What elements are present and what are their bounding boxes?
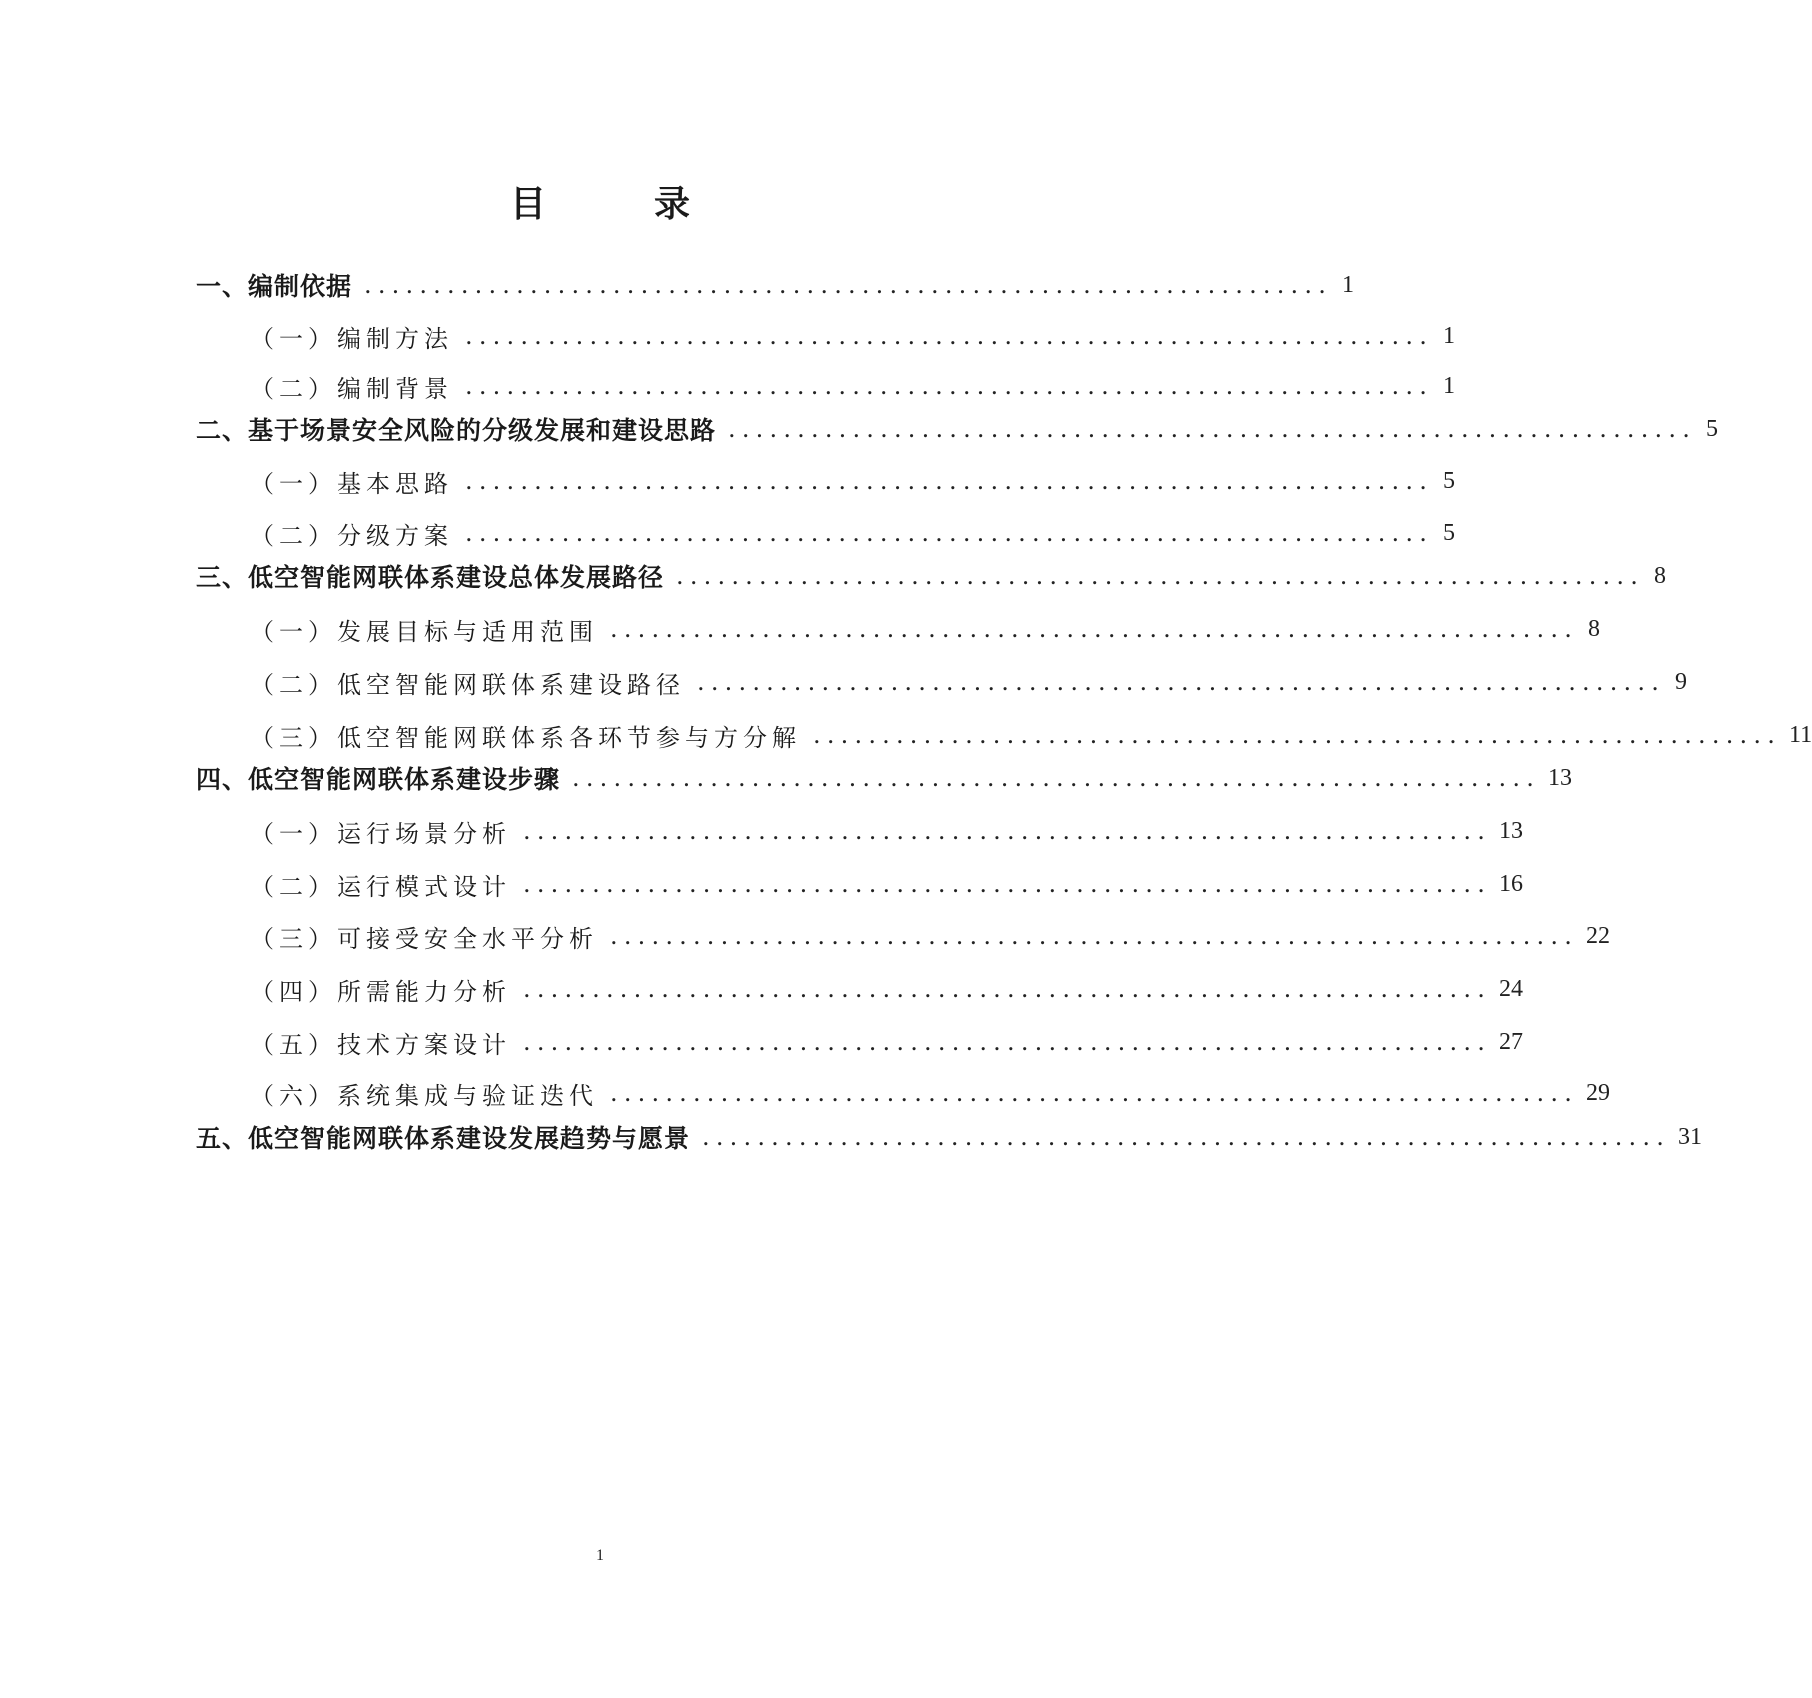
toc-entry-label: 一、编制依据 — [196, 272, 353, 301]
toc-entry-page: 31 — [1678, 1123, 1703, 1150]
toc-entry[interactable] — [196, 556, 1667, 596]
toc-entry-page: 5 — [1443, 467, 1456, 494]
toc-entry-page: 16 — [1499, 870, 1524, 897]
toc-entry-label: （一）发展目标与适用范围 — [250, 617, 598, 646]
toc-entry-label: （四）所需能力分析 — [250, 977, 511, 1006]
toc-title: 目 录 — [509, 184, 726, 225]
toc-leader-dots: ...................................................................... — [523, 975, 1492, 1003]
toc-leader-dots: ...................................................................... — [813, 721, 1782, 749]
toc-entry[interactable] — [196, 1073, 1611, 1113]
toc-entry[interactable] — [196, 265, 1355, 305]
toc-leader-dots: ...................................................................... — [523, 1028, 1492, 1056]
toc-leader-dots: ...................................................................... — [702, 1123, 1671, 1151]
toc-entry[interactable] — [196, 1022, 1524, 1062]
toc-leader-dots: ...................................................................... — [610, 922, 1579, 950]
toc-leader-dots: ...................................................................... — [523, 870, 1492, 898]
toc-leader-dots: ...................................................................... — [610, 1079, 1579, 1107]
toc-entry[interactable] — [196, 609, 1601, 649]
toc-entry-page: 1 — [1443, 322, 1456, 349]
toc-entry-label: （二）分级方案 — [250, 521, 453, 550]
toc-entry[interactable] — [196, 811, 1524, 851]
toc-entry-label: （一）基本思路 — [250, 469, 453, 498]
toc-entry[interactable] — [196, 916, 1611, 956]
toc-entry[interactable] — [196, 366, 1456, 406]
toc-entry-page: 22 — [1586, 922, 1611, 949]
page-number: 1 — [596, 1547, 604, 1564]
toc-leader-dots: ...................................................................... — [572, 764, 1541, 792]
toc-entry[interactable] — [196, 316, 1456, 356]
toc-entry-page: 24 — [1499, 975, 1524, 1002]
toc-entry-page: 8 — [1654, 562, 1667, 589]
toc-entry-page: 27 — [1499, 1028, 1524, 1055]
toc-entry-label: （二）编制背景 — [250, 374, 453, 403]
toc-leader-dots: ...................................................................... — [728, 415, 1697, 443]
toc-leader-dots: ...................................................................... — [465, 519, 1434, 547]
toc-entry[interactable] — [196, 758, 1573, 798]
toc-entry[interactable] — [196, 513, 1456, 553]
toc-entry-label: 四、低空智能网联体系建设步骤 — [196, 765, 561, 794]
toc-entry-label: （二）运行模式设计 — [250, 872, 511, 901]
toc-entry-label: （三）可接受安全水平分析 — [250, 924, 598, 953]
toc-entry[interactable] — [196, 715, 1812, 755]
toc-leader-dots: ...................................................................... — [697, 668, 1666, 696]
toc-leader-dots: ...................................................................... — [523, 817, 1492, 845]
toc-entry-page: 13 — [1499, 817, 1524, 844]
toc-entry-page: 13 — [1548, 764, 1573, 791]
toc-entry[interactable] — [196, 864, 1524, 904]
toc-entry-label: （五）技术方案设计 — [250, 1030, 511, 1059]
toc-entry[interactable] — [196, 662, 1688, 702]
toc-entry-label: 三、低空智能网联体系建设总体发展路径 — [196, 563, 665, 592]
toc-entry[interactable] — [196, 969, 1524, 1009]
toc-leader-dots: ...................................................................... — [676, 562, 1645, 590]
toc-entry-page: 8 — [1588, 615, 1601, 642]
toc-entry-page: 5 — [1443, 519, 1456, 546]
toc-entry-label: （一）编制方法 — [250, 324, 453, 353]
toc-entry[interactable] — [196, 409, 1719, 449]
toc-entry[interactable] — [196, 461, 1456, 501]
toc-entry-page: 1 — [1443, 372, 1456, 399]
toc-entry-label: （一）运行场景分析 — [250, 819, 511, 848]
toc-entry-label: （六）系统集成与验证迭代 — [250, 1081, 598, 1110]
toc-leader-dots: ...................................................................... — [610, 615, 1579, 643]
toc-entry-label: 五、低空智能网联体系建设发展趋势与愿景 — [196, 1124, 691, 1153]
toc-entry-label: （三）低空智能网联体系各环节参与方分解 — [250, 723, 801, 752]
toc-leader-dots: ...................................................................... — [364, 271, 1333, 299]
toc-entry[interactable] — [196, 1117, 1703, 1157]
toc-entry-page: 1 — [1342, 271, 1355, 298]
toc-entry-page: 9 — [1675, 668, 1688, 695]
toc-entry-page: 5 — [1706, 415, 1719, 442]
toc-entry-label: 二、基于场景安全风险的分级发展和建设思路 — [196, 416, 717, 445]
toc-entry-page: 11 — [1789, 721, 1812, 748]
toc-entry-label: （二）低空智能网联体系建设路径 — [250, 670, 685, 699]
toc-entry-page: 29 — [1586, 1079, 1611, 1106]
toc-leader-dots: ...................................................................... — [465, 322, 1434, 350]
toc-leader-dots: ...................................................................... — [465, 372, 1434, 400]
toc-leader-dots: ...................................................................... — [465, 467, 1434, 495]
